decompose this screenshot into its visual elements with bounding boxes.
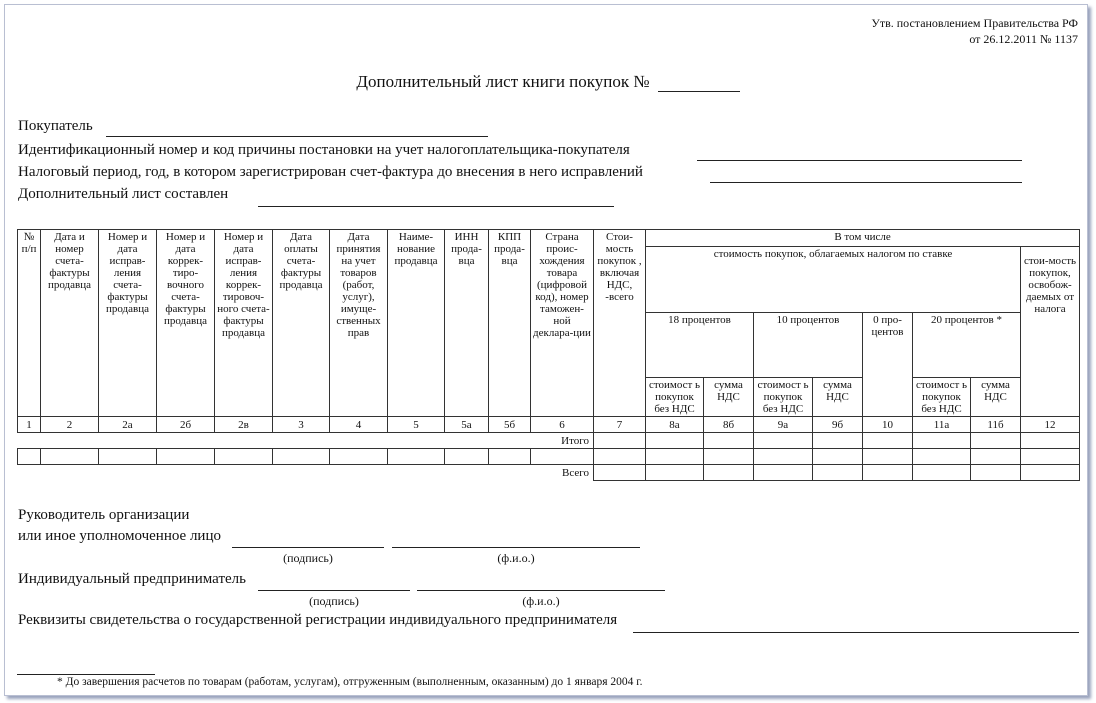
col-header-2a: Номер и дата исправ-ления счета-фактуры продавца <box>99 230 157 417</box>
entrepreneur-label: Индивидуальный предприниматель <box>18 571 246 587</box>
col-number: 9а <box>754 417 813 433</box>
entrepreneur-fio-line[interactable] <box>417 590 665 591</box>
inn-kpp-line[interactable] <box>697 160 1022 161</box>
buyer-label: Покупатель <box>18 118 93 134</box>
buyer-line[interactable] <box>106 136 488 137</box>
col-number: 7 <box>594 417 646 433</box>
period-label: Налоговый период, год, в котором зарегистрирован счет-фактура до внесения в него исправлений <box>18 164 643 180</box>
head-fio-line[interactable] <box>392 547 640 548</box>
col-number: 2б <box>157 417 215 433</box>
table-cell[interactable] <box>971 465 1021 481</box>
table-cell[interactable] <box>594 465 646 481</box>
head-label-1: Руководитель организации <box>18 507 190 523</box>
col-header-7: Стои-мость покупок , включая НДС, -всего <box>594 230 646 417</box>
col-number: 9б <box>813 417 863 433</box>
approval-note <box>871 15 1078 47</box>
col-number: 5а <box>445 417 489 433</box>
col-header-9a: стоимост ь покупок без НДС <box>754 378 813 417</box>
purchase-book-table <box>17 229 1080 481</box>
col-header-10: 0 про-центов <box>863 312 913 417</box>
col-header-5: Наиме-нование продавца <box>388 230 445 417</box>
col-header-4: Дата принятия на учет товаров (работ, услуг), имуще-ственных прав <box>330 230 388 417</box>
col-number: 4 <box>330 417 388 433</box>
table-cell[interactable] <box>863 433 913 449</box>
table-cell[interactable] <box>754 465 813 481</box>
vsego-row <box>18 465 1080 481</box>
table-cell[interactable] <box>754 433 813 449</box>
footnote-separator <box>17 674 155 675</box>
col-number: 10 <box>863 417 913 433</box>
table-cell[interactable] <box>913 465 971 481</box>
rate-10-header: 10 процентов <box>754 312 863 378</box>
approval-line-1: Утв. постановлением Правительства РФ <box>871 16 1078 30</box>
col-header-8a: стоимост ь покупок без НДС <box>646 378 704 417</box>
col-number: 6 <box>531 417 594 433</box>
by-rate-header: стоимость покупок, облагаемых налогом по ставке <box>646 247 1021 313</box>
table-cell[interactable] <box>813 433 863 449</box>
itogo-row <box>18 433 1080 449</box>
entrepreneur-signature-caption: (подпись) <box>309 594 359 608</box>
table-cell[interactable] <box>99 449 157 465</box>
col-header-2v: Номер и дата исправ-ления коррек-тировоч-ного счета-фактуры продавца <box>215 230 273 417</box>
table-cell[interactable] <box>594 449 646 465</box>
table-cell[interactable] <box>913 449 971 465</box>
table-cell[interactable] <box>913 433 971 449</box>
table-row <box>18 449 1080 465</box>
table-cell[interactable] <box>157 449 215 465</box>
col-number: 8б <box>704 417 754 433</box>
table-cell[interactable] <box>1021 449 1080 465</box>
col-number: 2в <box>215 417 273 433</box>
col-number: 8а <box>646 417 704 433</box>
column-numbers-row <box>18 417 1080 433</box>
page-title <box>0 72 1096 92</box>
col-number: 5 <box>388 417 445 433</box>
head-fio-caption: (ф.и.о.) <box>497 551 535 565</box>
table-cell[interactable] <box>704 449 754 465</box>
col-header-1: № п/п <box>18 230 41 417</box>
table-cell[interactable] <box>215 449 273 465</box>
col-header-5b: КПП прода-вца <box>489 230 531 417</box>
table-cell[interactable] <box>273 449 330 465</box>
head-signature-caption: (подпись) <box>283 551 333 565</box>
col-number: 11а <box>913 417 971 433</box>
col-header-11a: стоимост ь покупок без НДС <box>913 378 971 417</box>
table-cell[interactable] <box>18 449 41 465</box>
table-cell[interactable] <box>1021 465 1080 481</box>
table-cell[interactable] <box>704 433 754 449</box>
period-line[interactable] <box>710 182 1022 183</box>
table-cell[interactable] <box>971 433 1021 449</box>
page-title-text: Дополнительный лист книги покупок № <box>356 72 650 91</box>
col-number: 2 <box>41 417 99 433</box>
composed-line[interactable] <box>258 206 614 207</box>
col-header-3: Дата оплаты счета-фактуры продавца <box>273 230 330 417</box>
table-cell[interactable] <box>971 449 1021 465</box>
table-cell[interactable] <box>863 465 913 481</box>
rate-18-header: 18 процентов <box>646 312 754 378</box>
entrepreneur-fio-caption: (ф.и.о.) <box>522 594 560 608</box>
table-cell[interactable] <box>754 449 813 465</box>
table-cell[interactable] <box>41 449 99 465</box>
table-cell[interactable] <box>489 449 531 465</box>
col-header-5a: ИНН прода-вца <box>445 230 489 417</box>
sheet-number-blank[interactable] <box>658 73 740 92</box>
table-cell[interactable] <box>704 465 754 481</box>
rate-20-header: 20 процентов * <box>913 312 1021 378</box>
table-cell[interactable] <box>813 465 863 481</box>
head-signature-line[interactable] <box>232 547 384 548</box>
entrepreneur-signature-line[interactable] <box>258 590 410 591</box>
table-cell[interactable] <box>330 449 388 465</box>
table-cell[interactable] <box>646 449 704 465</box>
col-number: 12 <box>1021 417 1080 433</box>
col-number: 5б <box>489 417 531 433</box>
vsego-label: Всего <box>18 465 594 481</box>
table-cell[interactable] <box>531 449 594 465</box>
table-cell[interactable] <box>594 433 646 449</box>
col-header-2: Дата и номер счета-фактуры продавца <box>41 230 99 417</box>
requisites-line[interactable] <box>633 632 1079 633</box>
col-header-11b: сумма НДС <box>971 378 1021 417</box>
footnote: * До завершения расчетов по товарам (работам, услугам), отгруженным (выполненным, оказанным) до 1 января 2004 г. <box>57 676 643 688</box>
table-cell[interactable] <box>1021 433 1080 449</box>
table-cell[interactable] <box>388 449 445 465</box>
table-cell[interactable] <box>445 449 489 465</box>
col-header-8b: сумма НДС <box>704 378 754 417</box>
head-label-2: или иное уполномоченное лицо <box>18 528 221 544</box>
approval-line-2: от 26.12.2011 № 1137 <box>969 32 1078 46</box>
col-header-6: Страна проис-хождения товара (цифровой код), номер таможен-ной деклара-ции <box>531 230 594 417</box>
requisites-label: Реквизиты свидетельства о государственной регистрации индивидуального предпринимателя <box>18 612 618 628</box>
inn-kpp-label: Идентификационный номер и код причины постановки на учет налогоплательщика-покупателя <box>18 142 630 158</box>
col-number: 11б <box>971 417 1021 433</box>
composed-label: Дополнительный лист составлен <box>18 186 229 202</box>
col-number: 3 <box>273 417 330 433</box>
col-header-9b: сумма НДС <box>813 378 863 417</box>
col-number: 2а <box>99 417 157 433</box>
in-total-header: В том числе <box>646 230 1080 247</box>
table-cell[interactable] <box>646 433 704 449</box>
table-cell[interactable] <box>813 449 863 465</box>
col-number: 1 <box>18 417 41 433</box>
table-cell[interactable] <box>646 465 704 481</box>
table-cell[interactable] <box>863 449 913 465</box>
col-header-12: стои-мость покупок, освобож-даемых от налога <box>1021 247 1080 417</box>
col-header-2b: Номер и дата коррек-тиро-вочного счета-фактуры продавца <box>157 230 215 417</box>
itogo-label: Итого <box>18 433 594 449</box>
